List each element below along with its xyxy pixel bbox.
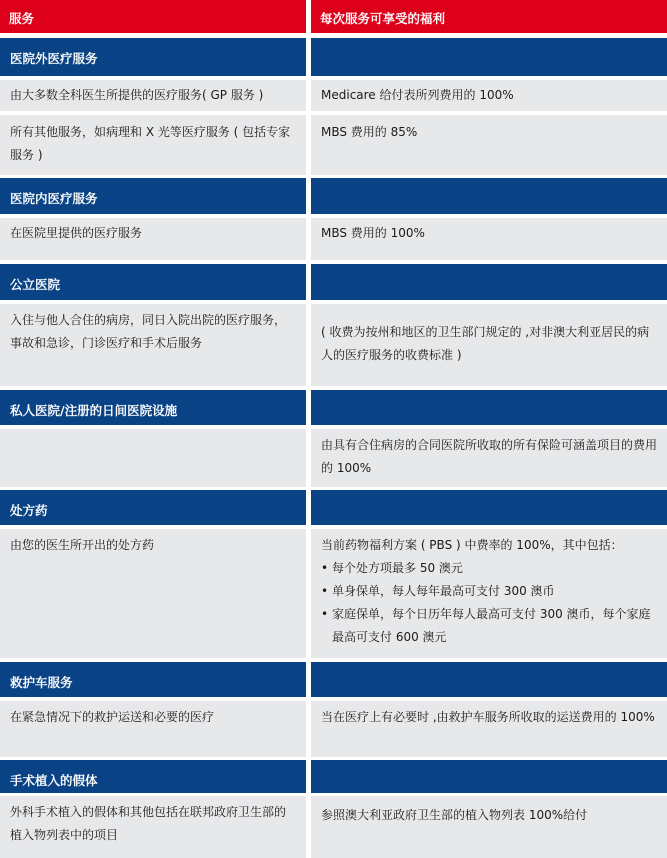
service-cell: 所有其他服务，如病理和 X 光等医疗服务 ( 包括专家服务 ) bbox=[0, 115, 306, 175]
service-cell: 由您的医生所开出的处方药 bbox=[0, 529, 306, 658]
benefit-cell: MBS 费用的 100% bbox=[311, 218, 667, 260]
section-title: 公立医院 bbox=[0, 264, 306, 300]
benefit-cell: 参照澳大利亚政府卫生部的植入物列表 100%给付 bbox=[311, 796, 667, 858]
section-title: 手术植入的假体 bbox=[0, 760, 306, 793]
service-cell: 在医院里提供的医疗服务 bbox=[0, 218, 306, 260]
section-header bbox=[0, 178, 667, 214]
section-header bbox=[0, 390, 667, 425]
section-title: 处方药 bbox=[0, 490, 306, 525]
table-row bbox=[0, 529, 667, 658]
service-cell bbox=[0, 429, 306, 487]
service-cell: 在紧急情况下的救护运送和必要的医疗 bbox=[0, 701, 306, 757]
table-row bbox=[0, 796, 667, 858]
benefit-cell: 当在医疗上有必要时 ,由救护车服务所收取的运送费用的 100% bbox=[311, 701, 667, 757]
service-cell: 外科手术植入的假体和其他包括在联邦政府卫生部的植入物列表中的项目 bbox=[0, 796, 306, 858]
benefit-cell bbox=[311, 529, 667, 658]
bullet-item: • 家庭保单，每个日历年每人最高可支付 300 澳币，每个家庭最高可支付 600 澳元 bbox=[321, 603, 659, 649]
section-title: 医院内医疗服务 bbox=[0, 178, 306, 214]
benefit-cell: MBS 费用的 85% bbox=[311, 115, 667, 175]
service-cell: 入住与他人合住的病房，同日入院出院的医疗服务，事故和急诊，门诊医疗和手术后服务 bbox=[0, 304, 306, 386]
table-row bbox=[0, 115, 667, 175]
table-row bbox=[0, 80, 667, 111]
section-title: 医院外医疗服务 bbox=[0, 38, 306, 76]
section-header bbox=[0, 490, 667, 525]
section-header bbox=[0, 38, 667, 76]
table-row bbox=[0, 429, 667, 487]
benefit-cell: Medicare 给付表所列费用的 100% bbox=[311, 80, 667, 111]
bullet-item: • 单身保单，每人每年最高可支付 300 澳币 bbox=[321, 580, 659, 603]
benefit-cell: 由具有合住病房的合同医院所收取的所有保险可涵盖项目的费用的 100% bbox=[311, 429, 667, 487]
table-row bbox=[0, 218, 667, 260]
benefit-intro: 当前药物福利方案 ( PBS ) 中费率的 100%，其中包括： bbox=[321, 538, 623, 552]
table-row bbox=[0, 304, 667, 386]
section-title: 私人医院/注册的日间医院设施 bbox=[0, 390, 306, 425]
section-header bbox=[0, 662, 667, 697]
section-header bbox=[0, 760, 667, 793]
benefit-bullet-list bbox=[321, 557, 659, 649]
benefit-cell: ( 收费为按州和地区的卫生部门规定的 ,对非澳大利亚居民的病人的医疗服务的收费标准 ) bbox=[311, 304, 667, 386]
table-row bbox=[0, 701, 667, 757]
header-service: 服务 bbox=[0, 0, 306, 33]
table-header bbox=[0, 0, 667, 33]
bullet-item: • 每个处方项最多 50 澳元 bbox=[321, 557, 659, 580]
section-header bbox=[0, 264, 667, 300]
service-cell: 由大多数全科医生所提供的医疗服务( GP 服务 ) bbox=[0, 80, 306, 111]
section-title: 救护车服务 bbox=[0, 662, 306, 697]
header-benefit: 每次服务可享受的福利 bbox=[311, 0, 667, 33]
